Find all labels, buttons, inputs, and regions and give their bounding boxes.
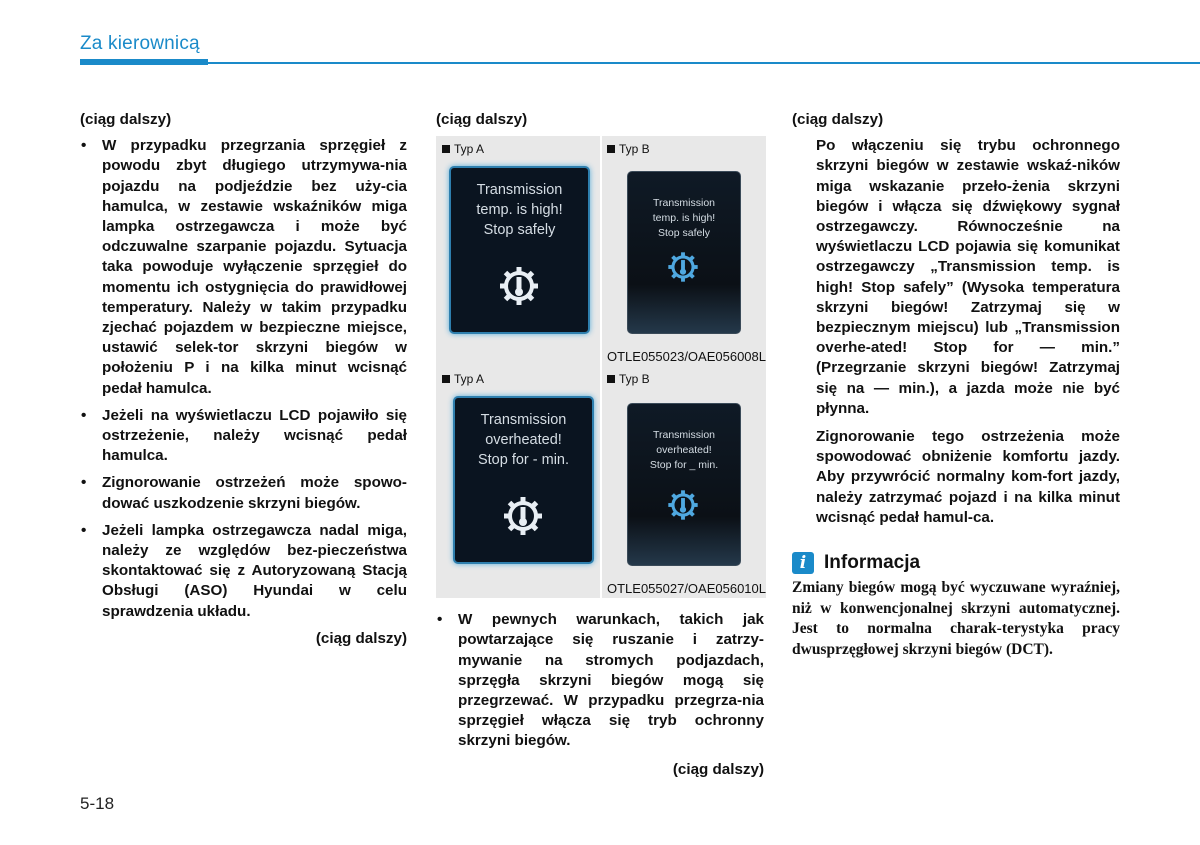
bullet-text: Zignorowanie ostrzeżeń może spowo-dować uszkodzenie skrzyni biegów. — [102, 474, 407, 512]
warning-ignore-paragraph: Zignorowanie tego ostrzeżenia może spowodować obniżenie komfortu jazdy. Aby przywrócić normalny kom-fort jazdy, należy zatrzymać pojazd i na kilka minut wcisnąć pedał hamul-ca. — [816, 428, 1120, 526]
lcd-message: Transmission temp. is high! Stop safely — [476, 182, 563, 239]
type-b-label: Typ B — [607, 142, 650, 156]
header-rule — [80, 62, 1200, 64]
bullet-dot: • — [81, 474, 87, 492]
bullet-item — [436, 610, 764, 751]
lcd-message: Transmission temp. is high! Stop safely — [652, 197, 716, 240]
lcd-message: Transmission overheated! Stop for - min. — [477, 412, 570, 469]
info-icon: i — [792, 552, 814, 574]
protective-mode-paragraph: Po włączeniu się trybu ochronnego skrzyni biegów w zestawie wskaź-ników miga wskazanie przeło-żenia skrzyni biegów i włącza się dźwiękowy sygnał ostrzegawczy. Równocześnie na wyświetlaczu LCD pojawia się komunikat ostrzegawczy „Transmission temp. is high! Stop safely” (Wysoka temperatura skrzyni biegów! Zatrzymaj się w bezpiecznym miejscu) lub „Transmission overhe-ated! Stop for — min.” (Przegrzanie skrzyni biegów! Zatrzymaj się na — min.), a jazda może nie być płynna. — [816, 137, 1120, 417]
square-bullet-icon — [442, 375, 450, 383]
bullet-item — [80, 521, 407, 622]
continued-label-bottom: (ciąg dalszy) — [315, 629, 407, 647]
transmission-temp-warning-icon — [666, 250, 700, 284]
figure-code: OTLE055023/OAE056008L — [606, 349, 766, 365]
bullet-dot: • — [81, 521, 87, 539]
bullet-text: W pewnych warunkach, takich jak powtarzające się ruszanie i zatrzy-mywanie na stromych podjazdach, sprzęgła skrzyni biegów mogą się przegrzewać. W przypadku przegrza-nia sprzęgieł włącza się tryb ochronny skrzyni biegów. — [458, 611, 764, 750]
lcd-screen-type-a — [453, 396, 594, 564]
continued-label-top: (ciąg dalszy) — [792, 111, 884, 128]
bullet-dot: • — [81, 406, 87, 424]
column-right — [792, 110, 1120, 660]
info-heading — [792, 552, 1120, 574]
continued-label-top: (ciąg dalszy) — [436, 111, 528, 128]
continued-label-top: (ciąg dalszy) — [80, 111, 172, 128]
figure-panel-overheated — [436, 366, 766, 598]
square-bullet-icon — [607, 375, 615, 383]
page-number: 5-18 — [80, 794, 115, 813]
continued-label-bottom: (ciąg dalszy) — [672, 760, 764, 778]
figure-panel-temp-high — [436, 136, 766, 366]
bullet-item — [80, 473, 407, 513]
type-a-label: Typ A — [442, 142, 484, 156]
type-b-label: Typ B — [607, 372, 650, 386]
transmission-temp-warning-icon — [497, 264, 541, 308]
bullet-text: Jeżeli lampka ostrzegawcza nadal miga, należy ze względów bez-pieczeństwa skontaktować się z Autoryzowaną Stacją Obsługi (ASO) Hyundai w celu sprawdzenia układu. — [102, 521, 407, 620]
column-left — [80, 110, 407, 649]
column-middle — [436, 110, 764, 780]
type-a-label: Typ A — [442, 372, 484, 386]
lcd-screen-type-a — [449, 166, 590, 334]
lcd-message: Transmission overheated! Stop for _ min. — [649, 429, 719, 472]
bullet-text: Jeżeli na wyświetlaczu LCD pojawiło się ostrzeżenie, należy wcisnąć pedał hamulca. — [102, 406, 407, 465]
bullet-text: W przypadku przegrzania sprzęgieł z powodu zbyt długiego utrzymywa-nia pojazdu na podjeździe bez uży-cia hamulca, w zestawie wskaźników miga lampka ostrzegawcza i może być odczuwalne szarpanie pojazdu. Sytuacja taka powoduje wyłączenie sprzęgieł do momentu ich ostygnięcia do prawidłowej temperatury. Należy w takim przypadku zjechać pojazdem w bezpieczne miejsce, ustawić selek-tor skrzyni biegów w położeniu P i na kilka minut wcisnąć pedał hamulca. — [102, 137, 407, 397]
lcd-screen-type-b — [627, 403, 741, 566]
bullet-item — [80, 136, 407, 399]
square-bullet-icon — [607, 145, 615, 153]
section-title: Za kierownicą — [80, 33, 200, 54]
lcd-screen-type-b — [627, 171, 741, 334]
info-body: Zmiany biegów mogą być wyczuwane wyraźniej, niż w konwencjonalnej skrzyni automatycznej. Jest to normalna charak-terystyka pracy dwusprzęgłowej skrzyni biegów (DCT). — [792, 579, 1120, 658]
figure-code: OTLE055027/OAE056010L — [606, 581, 766, 597]
bullet-dot: • — [437, 611, 443, 629]
panel-divider — [600, 366, 602, 598]
transmission-temp-warning-icon — [501, 494, 545, 538]
bullet-item — [80, 406, 407, 467]
transmission-temp-warning-icon — [666, 488, 700, 522]
bullet-dot: • — [81, 137, 87, 155]
square-bullet-icon — [442, 145, 450, 153]
panel-divider — [600, 136, 602, 366]
info-title: Informacja — [824, 551, 921, 573]
